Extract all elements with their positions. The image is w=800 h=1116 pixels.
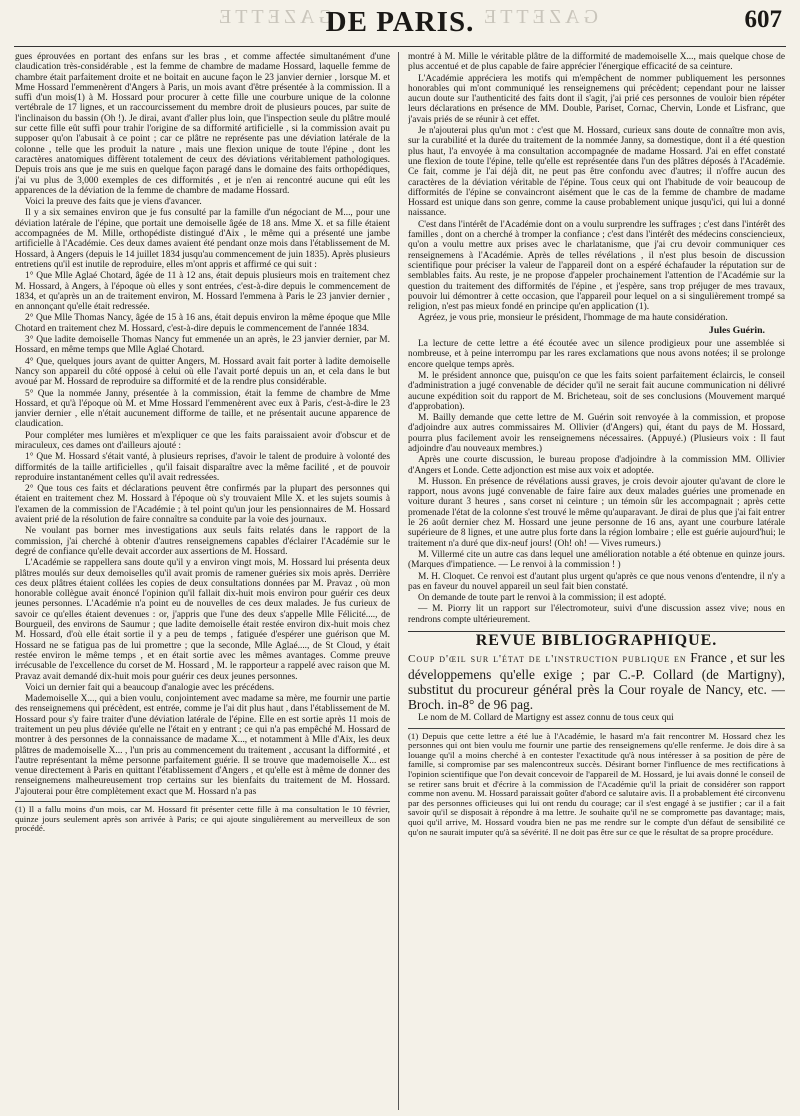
article-paragraph: Mademoiselle X..., qui a bien voulu, conjointement avec madame sa mère, me fournir une partie des renseignemens qui précèdent, est entrée, comme je l'ai dit plus haut , dans l'établissement de M. Hossard pour s'y faire traiter d'une déviation latérale de l'épine. Elle en est sortie après 11 mois de traitement un peu plus déviée qu'elle ne l'était en y entrant ; ce qui n'a pas empêché M. Hossard de montrer à des personnes de la connaissance de madame X..., et notamment à Mlle d'Aix, les deux plâtres de mademoiselle X... , l'un pris au commencement du traitement , accusant la difformité , et l'autre représentant la même personne parfaitement guérie. Il se trouve que mademoiselle X... est venue directement à Paris en quittant l'établissement d'Angers , et qu'elle est à même de donner des renseignemens malheureusement trop certains sur les bienfaits du traitement de M. Hossard. J'ajouterai pour être complètement exact que M. Hossard n'a pas — [15, 694, 390, 797]
session-paragraph: M. H. Cloquet. Ce renvoi est d'autant plus urgent qu'après ce que nous venons d'entendre, il n'y a pas en faveur du nouvel appareil un seul fait bien constaté. — [408, 571, 785, 592]
article-paragraph: Voici un dernier fait qui a beaucoup d'analogie avec les précédens. — [25, 682, 275, 693]
article-paragraph: 2° Que tous ces faits et déclarations peuvent être confirmés par la plupart des personnes qui étaient en traitement chez M. Hossard à l'époque où s'y trouvaient Mlle X. et les sujets soumis à l'examen de la commission de l'Académie ; à tel point qu'un jour les pensionnaires de M. Hossard avaient prié de la résolution de faire connaître sa conduite par la voie des journaux. — [15, 484, 390, 526]
revue-bibliographique-title: REVUE BIBLIOGRAPHIQUE. — [475, 632, 718, 650]
column-divider — [398, 52, 399, 1110]
session-paragraph: On demande de toute part le renvoi à la commission; il est adopté. — [418, 593, 667, 604]
header-rule — [14, 46, 786, 47]
page-number: 607 — [744, 6, 782, 33]
article-paragraph: Voici la preuve des faits que je viens d'avancer. — [25, 197, 202, 208]
masthead-title: DE PARIS. — [325, 6, 475, 38]
article-paragraph: 1° Que M. Hossard s'était vanté, à plusieurs reprises, d'avoir le talent de produire à volonté des difformités de la taille artificielles , qu'il faisait disparaître avec la même facilité , et de pouvoir reproduire instantanément celles qu'il avait redressées. — [15, 452, 390, 483]
bleed-through-title-left: GAZETTE — [215, 6, 333, 28]
article-paragraph: 3° Que ladite demoiselle Thomas Nancy fut emmenée un an après, le 23 janvier dernier, par M. Hossard, en même temps que Mlle Aglaé Chotard. — [15, 335, 390, 356]
footnote: (1) Depuis que cette lettre a été lue à l'Académie, le hasard m'a fait rencontrer M. Hossard chez les personnes qui ont bien voulu me fournir une partie des renseignemens qu'elle renferme. Je dois dire à sa louange qu'il a moins cherché à en contester l'exactitude qu'à nous intéresser à sa position de père de famille, si compromise par ses malencontreux succès. Désirant borner l'influence de mes rectifications à l'opinion scientifique que l'on devait concevoir de l'appareil de M. Hossard, je lui avais donné le conseil de se retirer sans bruit et d'écrire à la commission de l'Académie qu'il la priait de considérer son rapport comme non avenu. M. Hossard paraissait goûter d'abord ce salutaire avis. Il a probablement été circonvenu par des personnes officieuses qui lui ont rendu du courage; car il s'est engagé à se justifier ; car il a fait savoir qu'il se disposait à répondre à ma lettre. Je souhaite qu'il ne se compromette pas davantage; mais, quoi qu'il arrive, M. Hossard voudra bien ne pas me rendre sur le compte d'un défaut de sensibilité ce qu'on ne saurait imputer qu'à sa sévérité. Il ne doit pas être sur ce que le résultat de sa propre procédure. — [408, 730, 785, 837]
session-paragraph: M. Bailly demande que cette lettre de M. Guérin soit renvoyée à la commission, et propose d'adjoindre aux autres commissaires M. Ollivier (d'Angers) qui, étant du pays de M. Hossard, pourra plus facilement avoir les renseignemens nécessaires. (Appuyé.) (Plusieurs voix : Il faut adjoindre d'au nouveaux membres.) — [408, 413, 785, 454]
article-paragraph: Agréez, je vous prie, monsieur le président, l'hommage de ma haute considération. — [418, 313, 728, 324]
article-paragraph: montré à M. Mille le véritable plâtre de la difformité de mademoiselle X..., mais quelque chose de plus accentué et de plus capable de faire apprécier l'énergique efficacité de sa ceinture. — [408, 52, 785, 73]
book-review-lead: Coup d'œil sur l'état de l'instruction publique en — [408, 653, 687, 666]
book-review-title: France , et sur les développemens qu'elle exige ; par C.-P. Collard (de Martigny), substitut du procureur général près la Cour royale de Nancy, etc. — Broch. in-8° de 96 pag. — [408, 650, 785, 713]
session-paragraph: M. Villermé cite un autre cas dans lequel une amélioration notable a été obtenue en quinze jours. (Marques d'impatience. — Le renvoi à la commission ! ) — [408, 549, 785, 571]
left-column — [15, 52, 390, 1110]
article-paragraph: C'est dans l'intérêt de l'Académie dont on a voulu surprendre les suffrages ; c'est dans l'intérêt des familles , dont on a cherché à tromper la confiance ; c'est dans l'intérêt des médecins consciencieux, qu'on a voulu mettre aux prises avec le charlatanisme, que j'ai cru devoir communiquer ces renseignemens à l'Académie. Après de telles révélations , il n'est plus besoin de discussion scientifique pour préciser la valeur de l'appareil dont on a espéré échafauder la réputation sur de semblables faits. Au reste, je ne propose d'appeler prochainement l'attention de l'Académie sur la question du traitement des difformités de l'épine , et j'espère, sans trop préjuger de mes travaux, pouvoir lui démontrer à cette occasion, que l'appareil pour lequel on a si singulièrement trompé sa religion, n'est pas mieux fondé en principe qu'en application (1). — [408, 219, 785, 313]
article-paragraph: L'Académie appréciera les motifs qui m'empêchent de nommer publiquement les personnes honorables qui m'ont communiqué les renseignemens qui précèdent; cependant pour ne laisser aucun doute sur l'authenticité des faits dont il s'agit, j'ai prié ces personnes de vouloir bien répéter leurs déclarations en présence de MM. Double, Pariset, Cornac, Chervin, Londe et Lisfranc, que j'avais priés de se réunir à cet effet. — [408, 73, 785, 125]
session-paragraph: M. le président annonce que, puisqu'on ce que les faits soient parfaitement éclaircis, le conseil d'administration a jugé convenable de décider qu'il ne serait fait aucune communication ni délivré aucune expédition soit du rapport de M. Bricheteau, soit de ses conclusions (Mouvement marqué d'approbation). — [408, 370, 785, 412]
bleed-through-title-right: GAZETTE — [480, 6, 598, 28]
session-paragraph: La lecture de cette lettre a été écoutée avec un silence prodigieux pour une assemblée si nombreuse, et à peine interrompu par les rares exclamations que nous avons notées; il se prolonge encore quelque temps après. — [408, 339, 785, 370]
book-review-heading — [408, 650, 785, 712]
right-column — [408, 52, 785, 1110]
article-paragraph: Il y a six semaines environ que je fus consulté par la famille d'un négociant de M..., pour une déviation latérale de l'épine, que portait une demoiselle âgée de 18 ans. Mme X. et sa fille étaient accompagnées de M. Mille, orthopédiste distingué d'Aix , le même qui a présenté une jambe artificielle à l'Académie. Ces deux dames avaient été pendant onze mois dans l'établissement de M. Hossard, à Angers (depuis le 14 juillet 1834 jusqu'au commencement de juin 1835). Après plusieurs entretiens qu'il est inutile de reproduire, elles m'ont appris et affirmé ce qui suit : — [15, 208, 390, 270]
footnote-rule — [408, 728, 785, 729]
footnote-rule — [15, 801, 390, 802]
session-paragraph: Après une courte discussion, le bureau propose d'adjoindre à la commission MM. Ollivier d'Angers et Londe. Cette adjonction est mise aux voix et adoptée. — [408, 455, 785, 476]
article-paragraph: 1° Que Mlle Aglaé Chotard, âgée de 11 à 12 ans, était depuis plusieurs mois en traitement chez M. Hossard, à Angers, à l'époque où elles y sont entrées, c'est-à-dire depuis le commencement de 1834, et qu'après un an de traitement environ, M. Hossard l'emmena à Paris le 23 janvier dernier , en annonçant qu'elle était redressée. — [15, 271, 390, 313]
session-paragraph: — M. Piorry lit un rapport sur l'électromoteur, suivi d'une discussion assez vive; nous en rendrons compte ultérieurement. — [408, 604, 785, 625]
page-header — [0, 0, 800, 42]
article-paragraph: gues éprouvées en portant des enfans sur les bras , et comme affectée simultanément d'une claudication très-considérable , est la femme de chambre de madame Hossard, laquelle femme de chambre était parfaitement droite et ne boitait en aucune façon le 23 janvier dernier , lorsque M. et Mme Hossard l'emmenèrent d'Angers à Paris, un mois avant d'être présentée à la commission. Il a suffi d'un mois(1) à M. Hossard pour procurer à cette fille une courbure unique de la colonne vertébrale de 17 lignes, et un raccourcissement du membre droit de plusieurs pouces, par suite de l'inclinaison du bassin (Oh !). Je dirai, avant d'aller plus loin, que l'inspection seule du plâtre moulé sur cette fille eût suffi pour trahir l'origine de sa difformité artificielle , si la commission avait pu supposer qu'on l'abusait à ce point ; car ce plâtre ne représente pas une déviation latérale de la colonne , telle que les produit la nature , mais une flexion unique de toute l'épine , dont les caractères anatomiques diffèrent totalement de ceux des déviations véritablement pathologiques. Depuis trois ans que je me suis en quelque façon paragé dans le domaine des faits orthopédiques, j'ai vu plus de 3,000 exemples de ces difformités , et je n'en ai rencontré aucune qui eût les apparences de la déviation de la femme de chambre de madame Hossard. — [15, 52, 390, 196]
book-review-body: Le nom de M. Collard de Martigny est assez connu de tous ceux qui — [418, 713, 674, 724]
session-paragraph: M. Husson. En présence de révélations aussi graves, je crois devoir ajouter qu'avant de clore le rapport, nous avons jugé convenable de faire faire aux deux malades guéries une promenade en voiture durant 3 heures , sans corset ni ceinture ; un témoin sûr les accompagnait ; après cette promenade l'état de la colonne s'est trouvé le même qu'auparavant. Je dirai de plus que j'ai fait entrer le 26 août dernier chez M. Hossard une jeune personne de 16 ans, ayant une courbure latérale supérieure de 8 lignes, et une autre plus forte dans la région lombaire ; elle est guérie aujourd'hui; le traitement n'a duré que dix-neuf jours! (Oh! oh! — Vives rumeurs.) — [408, 476, 785, 549]
article-paragraph: Pour compléter mes lumières et m'expliquer ce que les faits paraissaient avoir d'obscur et de miraculeux, ces dames ont d'ailleurs ajouté : — [15, 430, 390, 451]
article-paragraph: Je n'ajouterai plus qu'un mot : c'est que M. Hossard, curieux sans doute de connaître mon avis, sur la curabilité et la durée du traitement de la nommée Janny, sa domestique, dont il a été question plus haut, l'a envoyée à ma consultation accompagnée de madame Hossard. J'ai en effet constaté une flexion de toute l'épine, telle qu'elle est représentée dans l'un des plâtres déposés à l'Académie. Ce fait, comme je l'ai déjà dit, ne peut pas être confondu avec d'autres; il n'offre aucun des caractères de la déviation véritable de l'épine. Tous ceux qui ont l'habitude de voir beaucoup de difformités de l'épine se convaincront aisément que le cas de la femme de chambre de madame Hossard est unique dans son genre, comme la cause probablement unique jusqu'ici, qui lui a donné naissance. — [408, 126, 785, 219]
article-paragraph: Ne voulant pas borner mes investigations aux seuls faits relatés dans le rapport de la commission, j'ai cherché à obtenir d'autres renseignemens capables d'éclairer l'Académie sur le degré de confiance qu'elle devait accorder aux assertions de M. Hossard. — [15, 526, 390, 557]
letter-signature: Jules Guérin. — [708, 324, 765, 336]
article-paragraph: 5° Que la nommée Janny, présentée à la commission, était la femme de chambre de Mme Hossard, et qu'à l'époque où M. et Mme Hossard l'emmenèrent avec eux à Paris, c'est-à-dire le 23 janvier dernier , elle n'était aucunement difforme de taille, et ne présentait aucune apparence de claudication. — [15, 388, 390, 430]
article-paragraph: L'Académie se rappellera sans doute qu'il y a environ vingt mois, M. Hossard lui présenta deux plâtres moulés sur deux demoiselles qu'il avait promis de ramener guéries six mois après. Derrière ces deux plâtres étaient collées les copies de deux consultations données par M. Pravaz , où mon honorable collègue avait énoncé l'opinion qu'il fallait dix-huit mois environ pour guérir ces deux jeunes personnes. L'Académie n'a point eu de nouvelles de ces deux malades. Je fus curieux de savoir ce qu'elles étaient devenues : or, j'appris que l'une des deux s'appelle Mlle Félicité...., de Bourgueil, des environs de Saumur ; que ladite demoiselle était restée environ dix-huit mois chez M. Hossard, d'où elle était sortie il y a peu de temps , fatiguée d'espérer une guérison que M. Hossard ne se fatigua pas de lui promettre ; que la seconde, Mlle Aglaé...., de St Cloud, y était restée environ le même temps , et en était sortie avec les mêmes avantages. Comme preuve irrécusable de l'excellence du corset de M. Hossard , M. le rapporteur a rappelé avec raison que M. Pravaz avait demandé dix-huit mois pour guérir ces deux jeunes personnes. — [15, 558, 390, 682]
footnote: (1) Il a fallu moins d'un mois, car M. Hossard fit présenter cette fille à ma consultation le 10 février, quinze jours seulement après son arrivée à Paris; ce qui ajoute singulièrement au merveilleux de son procédé. — [15, 804, 390, 834]
article-paragraph: 2° Que Mlle Thomas Nancy, âgée de 15 à 16 ans, était depuis environ la même époque que Mlle Chotard en traitement chez M. Hossard, c'est-à-dire depuis le commencement de l'année 1834. — [15, 313, 390, 334]
article-paragraph: 4° Que, quelques jours avant de quitter Angers, M. Hossard avait fait porter à ladite demoiselle Nancy son appareil du côté opposé à celui où elle l'avait porté depuis un an, et cela dans le but avoué par M. Hossard de reproduire sa difformité et de la rendre plus considérable. — [15, 356, 390, 388]
